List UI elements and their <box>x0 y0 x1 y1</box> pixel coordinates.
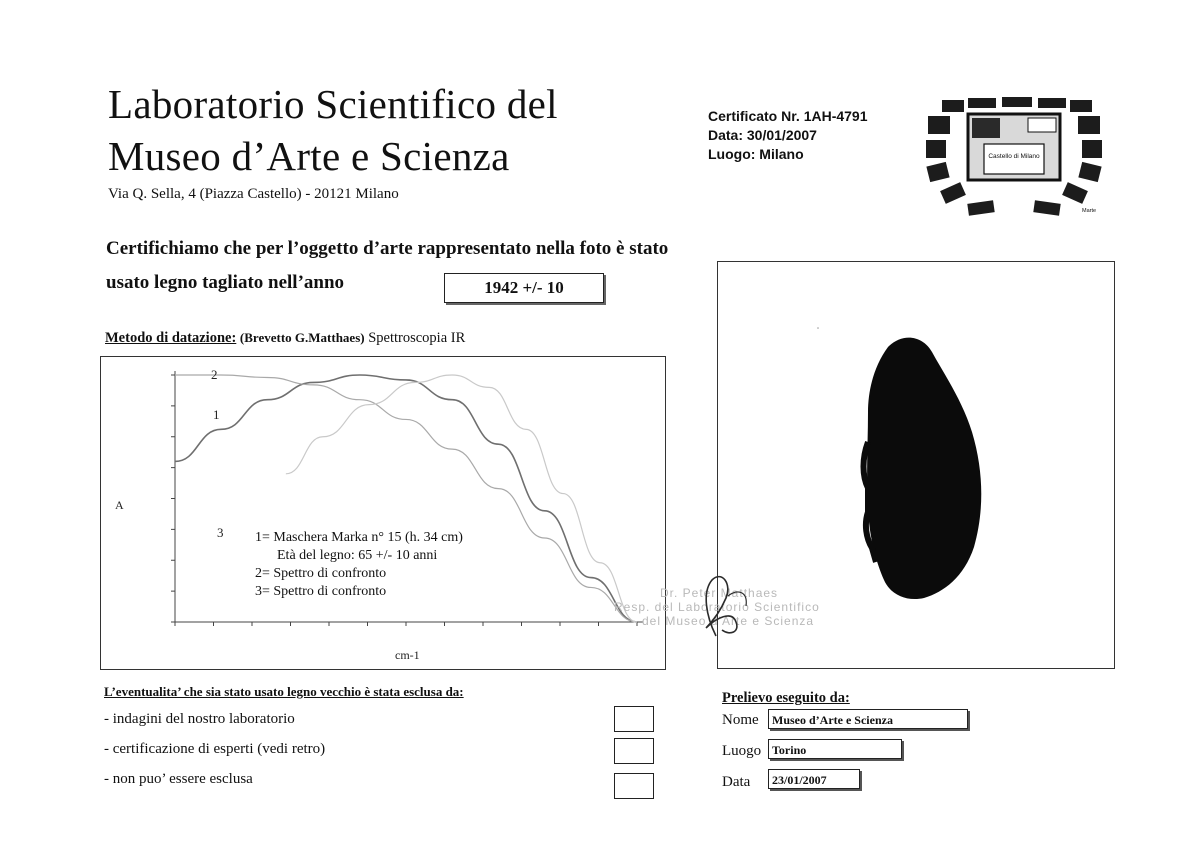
seal-label: Castello di Milano <box>988 153 1040 160</box>
mask-silhouette <box>867 338 981 599</box>
sampling-place-field[interactable]: Torino <box>768 739 902 759</box>
sampling-name-label: Nome <box>722 712 759 728</box>
checkbox-none[interactable] <box>614 773 654 799</box>
legend-entry: 3= Spettro di confronto <box>255 584 387 599</box>
sampling-date-field[interactable]: 23/01/2007 <box>768 769 860 789</box>
lab-title-line1: Laboratorio Scientifico del <box>108 81 558 127</box>
cut-year-field: 1942 +/- 10 <box>444 273 604 303</box>
method-patent: (Brevetto G.Matthaes) <box>239 330 365 345</box>
statement-line2: usato legno tagliato nell’anno <box>106 272 345 293</box>
chart-canvas <box>101 357 665 669</box>
series-marker-3: 3 <box>217 525 224 540</box>
stamp-line3: del Museo d’Arte e Scienza <box>642 614 815 628</box>
series-marker-2: 2 <box>211 367 218 382</box>
exclusion-item-experts: - certificazione di esperti (vedi retro) <box>104 741 326 757</box>
certificate-place: Luogo: Milano <box>708 146 804 162</box>
checkbox-lab[interactable] <box>614 706 654 732</box>
sampling-name-field[interactable]: Museo d’Arte e Scienza <box>768 709 968 729</box>
method-label: Metodo di datazione: <box>105 330 237 346</box>
statement-line1: Certifichiamo che per l’oggetto d’arte rappresentato nella foto è stato <box>106 238 669 259</box>
x-axis-label: cm-1 <box>395 648 420 662</box>
sampling-place-label: Luogo <box>722 743 762 759</box>
sampling-title: Prelievo eseguito da: <box>722 690 850 706</box>
series-1-line <box>175 375 637 622</box>
exclusion-item-lab: - indagini del nostro laboratorio <box>104 711 295 727</box>
seal-corner-label: Marte <box>1082 208 1097 214</box>
legend-entry: 1= Maschera Marka n° 15 (h. 34 cm) <box>255 530 463 545</box>
exclusion-item-none: - non puo’ essere esclusa <box>104 771 253 787</box>
lab-address: Via Q. Sella, 4 (Piazza Castello) - 20121 Milano <box>108 186 399 202</box>
series-2-line <box>175 375 637 622</box>
method-technique: Spettroscopia IR <box>368 330 466 346</box>
signature-icon <box>676 566 766 642</box>
sampling-date-label: Data <box>722 774 751 790</box>
checkbox-experts[interactable] <box>614 738 654 764</box>
chart-axes <box>171 371 643 626</box>
certificate-date: Data: 30/01/2007 <box>708 127 817 143</box>
certificate-info <box>708 107 868 164</box>
certificate-number: Certificato Nr. 1AH-4791 <box>708 108 868 124</box>
stamp-line2: Resp. del Laboratorio Scientifico <box>614 600 820 614</box>
exclusion-title: L’eventualita’ che sia stato usato legno vecchio è stata esclusa da: <box>104 684 464 699</box>
series-marker-1: 1 <box>213 407 220 422</box>
legend-entry: 2= Spettro di confronto <box>255 566 387 581</box>
legend-entry: Età del legno: 65 +/- 10 anni <box>277 548 438 563</box>
ir-spectrum-chart <box>100 356 666 670</box>
castle-seal-icon <box>924 92 1104 222</box>
dating-method <box>105 330 465 347</box>
stamp-line1: Dr. Peter Matthaes <box>660 586 779 600</box>
y-axis-label: A <box>115 498 124 512</box>
lab-title-line2: Museo d’Arte e Scienza <box>108 133 510 179</box>
